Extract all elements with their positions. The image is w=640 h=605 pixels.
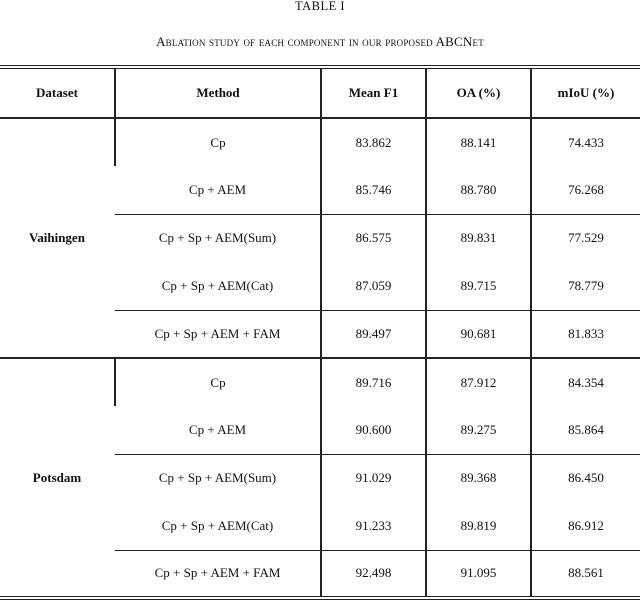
miou-cell: 84.354 [531,358,640,406]
table-row [0,358,640,406]
miou-cell: 78.779 [531,262,640,310]
group-vaihingen [0,118,640,358]
miou-cell: 76.268 [531,166,640,214]
method-cell: Cp [115,358,321,406]
ablation-table [0,65,640,600]
miou-cell: 88.561 [531,550,640,598]
header-dataset: Dataset [0,67,115,118]
group-potsdam [0,358,640,598]
method-cell: Cp + Sp + AEM + FAM [115,310,321,358]
mean-f1-cell: 92.498 [321,550,426,598]
oa-cell: 89.368 [426,454,531,502]
oa-cell: 88.141 [426,118,531,166]
header-oa: OA (%) [426,67,531,118]
method-cell: Cp + Sp + AEM + FAM [115,550,321,598]
mean-f1-cell: 90.600 [321,406,426,454]
method-cell: Cp + Sp + AEM(Cat) [115,502,321,550]
miou-cell: 81.833 [531,310,640,358]
miou-cell: 85.864 [531,406,640,454]
oa-cell: 89.831 [426,214,531,262]
table-row [0,118,640,166]
oa-cell: 88.780 [426,166,531,214]
mean-f1-cell: 91.029 [321,454,426,502]
oa-cell: 90.681 [426,310,531,358]
mean-f1-cell: 86.575 [321,214,426,262]
mean-f1-cell: 85.746 [321,166,426,214]
miou-cell: 86.450 [531,454,640,502]
oa-cell: 87.912 [426,358,531,406]
method-cell: Cp + AEM [115,166,321,214]
mean-f1-cell: 89.716 [321,358,426,406]
mean-f1-cell: 91.233 [321,502,426,550]
table-label: TABLE I [294,0,346,13]
method-cell: Cp + Sp + AEM(Cat) [115,262,321,310]
dataset-cell: Vaihingen [0,118,115,358]
method-cell: Cp + Sp + AEM(Sum) [158,470,277,486]
mean-f1-cell: 89.497 [321,310,426,358]
dataset-cell: Potsdam [0,358,115,598]
method-cell: Cp [115,118,321,166]
header-row [0,67,640,118]
oa-cell: 89.715 [426,262,531,310]
mean-f1-cell: 83.862 [321,118,426,166]
oa-cell: 89.819 [426,502,531,550]
table-caption: Ablation study of each component in our proposed ABCNet [156,34,484,49]
miou-cell: 74.433 [531,118,640,166]
mean-f1-cell: 87.059 [321,262,426,310]
header-miou: mIoU (%) [531,67,640,118]
miou-cell: 77.529 [531,214,640,262]
method-cell: Cp + Sp + AEM(Sum) [158,230,277,246]
oa-cell: 89.275 [426,406,531,454]
oa-cell: 91.095 [426,550,531,598]
method-cell: Cp + AEM [115,406,321,454]
miou-cell: 86.912 [531,502,640,550]
header-mean-f1: Mean F1 [321,67,426,118]
header-method: Method [115,67,321,118]
